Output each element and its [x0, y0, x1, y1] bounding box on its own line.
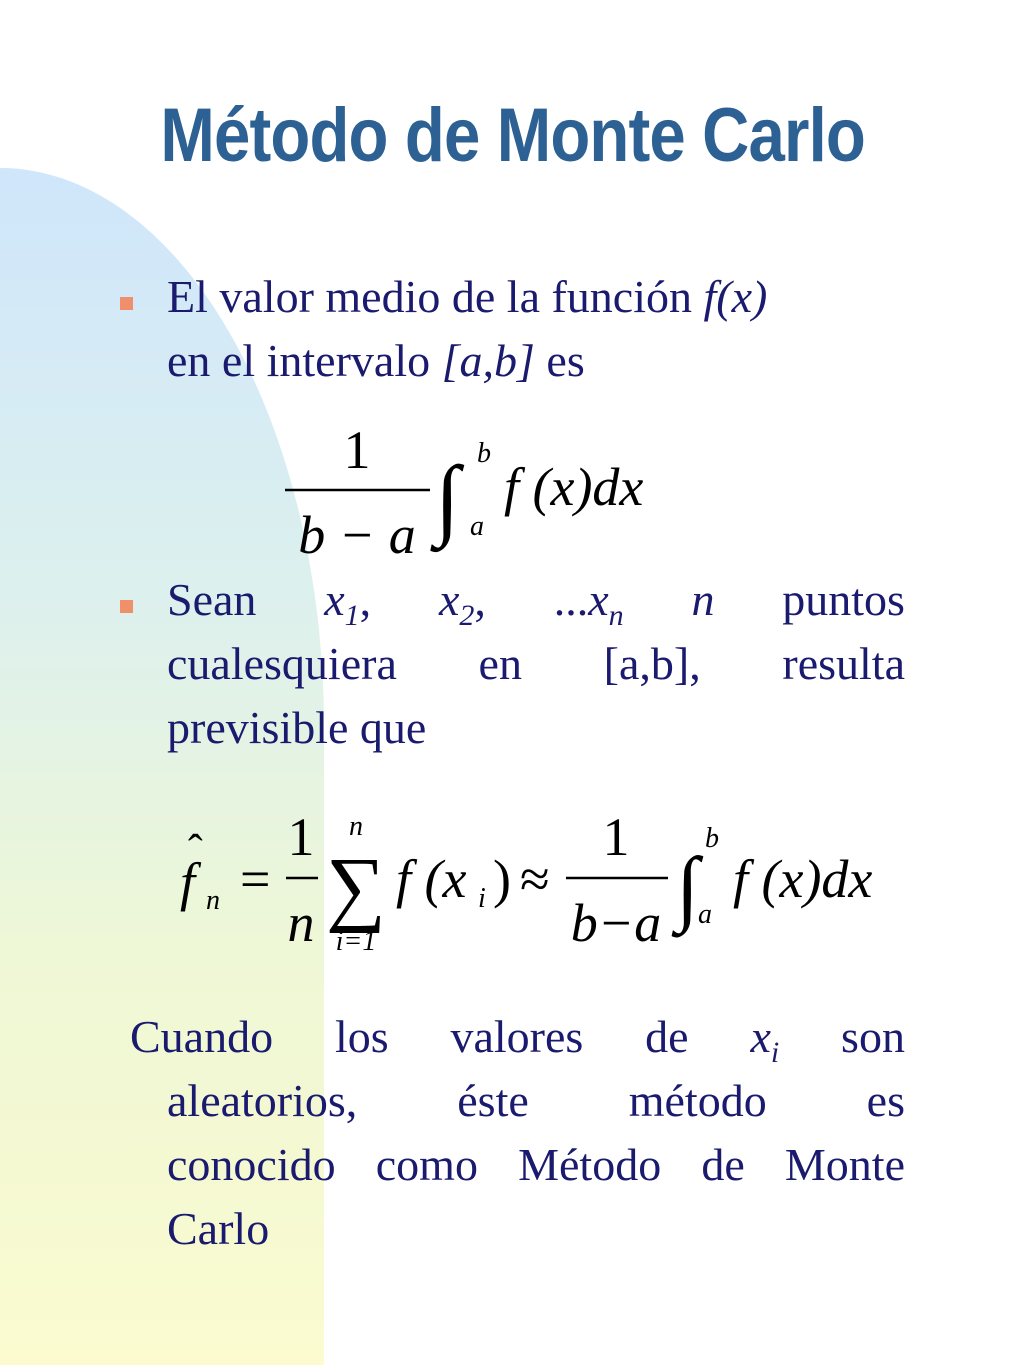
- bullet-1-line-1: [167, 265, 887, 329]
- x2-sub: 2: [459, 599, 475, 632]
- word-aleatorios: aleatorios,: [167, 1075, 358, 1126]
- formula-2-sum-lower: i=1: [335, 926, 377, 957]
- word-en: en: [478, 638, 522, 689]
- formula-2-term-sub: i: [478, 883, 486, 914]
- bullet-2-text: [167, 568, 905, 760]
- formula-2-frac-num: 1: [287, 807, 315, 867]
- bullet-marker-1: [120, 297, 133, 310]
- word-metodo: método: [628, 1075, 767, 1126]
- formula-2-approx: ≈: [520, 849, 550, 909]
- function-fx: f(x): [703, 271, 768, 322]
- bullet-marker-2: [120, 600, 133, 613]
- word-puntos: puntos: [782, 574, 905, 625]
- slide-title: Método de Monte Carlo: [160, 93, 865, 178]
- point-x2: [439, 568, 486, 632]
- formula-1-denominator: b − a: [298, 505, 416, 565]
- bullet-2-line-1: [167, 568, 905, 632]
- formula-1-integral-sign: ∫: [435, 449, 460, 548]
- x1-var: x: [324, 574, 345, 625]
- word-valores: valores: [450, 1011, 584, 1062]
- formula-2-hat: ˆ: [188, 826, 203, 875]
- var-n: n: [691, 574, 715, 625]
- x1-comma: ,: [359, 574, 372, 625]
- formula-mean-value: [270, 410, 710, 570]
- xn-dots: ...: [553, 574, 589, 625]
- x2-comma: ,: [474, 574, 486, 625]
- word-son: son: [841, 1011, 905, 1062]
- formula-1-upper-limit: b: [477, 438, 491, 469]
- word-es: es: [866, 1075, 905, 1126]
- formula-2-term-close: ): [493, 849, 511, 909]
- bullet-2-line-2: [167, 632, 905, 696]
- formula-2-num2: 1: [602, 807, 630, 867]
- formula-2-sum-upper: n: [349, 811, 363, 842]
- closing-line-3-text: conocido como Método de Monte: [167, 1139, 905, 1190]
- word-cualesquiera: cualesquiera: [167, 638, 397, 689]
- word-resulta: resulta: [782, 638, 905, 689]
- word-interval: [a,b],: [603, 638, 701, 689]
- bullet-1-line-1-text: El valor medio de la función: [167, 271, 704, 322]
- closing-paragraph: [130, 1005, 905, 1261]
- formula-2-fhat-sub: n: [206, 885, 220, 916]
- bullet-1-line-2-end: es: [534, 335, 585, 386]
- x2-var: x: [438, 574, 460, 625]
- closing-line-1: [130, 1005, 905, 1069]
- xi-sub: i: [770, 1036, 780, 1069]
- formula-2-integrand: f (x)dx: [733, 849, 873, 909]
- word-cuando: Cuando: [130, 1011, 274, 1062]
- formula-2-integral-sign: ∫: [676, 841, 700, 934]
- word-de: de: [645, 1011, 689, 1062]
- bullet-1-text: [167, 265, 887, 393]
- closing-line-2: [167, 1069, 905, 1133]
- bullet-1-line-2: [167, 329, 887, 393]
- formula-1-numerator: 1: [343, 420, 371, 480]
- formula-1-integrand: f (x)dx: [504, 457, 644, 517]
- point-x1: [324, 568, 371, 632]
- word-los: los: [334, 1011, 389, 1062]
- formula-2-fhat: f: [180, 852, 196, 912]
- formula-2-den2: b−a: [570, 893, 662, 953]
- closing-line-4: Carlo: [167, 1203, 270, 1254]
- xi-var: x: [750, 1011, 771, 1062]
- formula-2-frac-den: n: [287, 893, 315, 953]
- var-xi: [750, 1005, 779, 1069]
- formula-2-upper-limit: b: [705, 823, 719, 854]
- formula-2-equals: =: [240, 849, 271, 909]
- formula-1-lower-limit: a: [470, 511, 484, 542]
- word-este: éste: [457, 1075, 529, 1126]
- closing-line-3: [167, 1133, 905, 1197]
- bullet-2-line-3: previsible que: [167, 702, 427, 753]
- xn-sub: n: [608, 599, 624, 632]
- interval-ab: [a,b]: [441, 335, 535, 386]
- x1-sub: 1: [344, 599, 360, 632]
- formula-2-sum-sign: ∑: [326, 841, 386, 934]
- point-xn: [554, 568, 624, 632]
- xn-var: x: [588, 574, 609, 625]
- formula-monte-carlo-estimator: [168, 805, 898, 965]
- word-sean: Sean: [167, 574, 257, 625]
- formula-2-lower-limit: a: [698, 899, 712, 930]
- bullet-1-line-2-text: en el intervalo: [167, 335, 442, 386]
- formula-2-term: f (x: [396, 849, 467, 909]
